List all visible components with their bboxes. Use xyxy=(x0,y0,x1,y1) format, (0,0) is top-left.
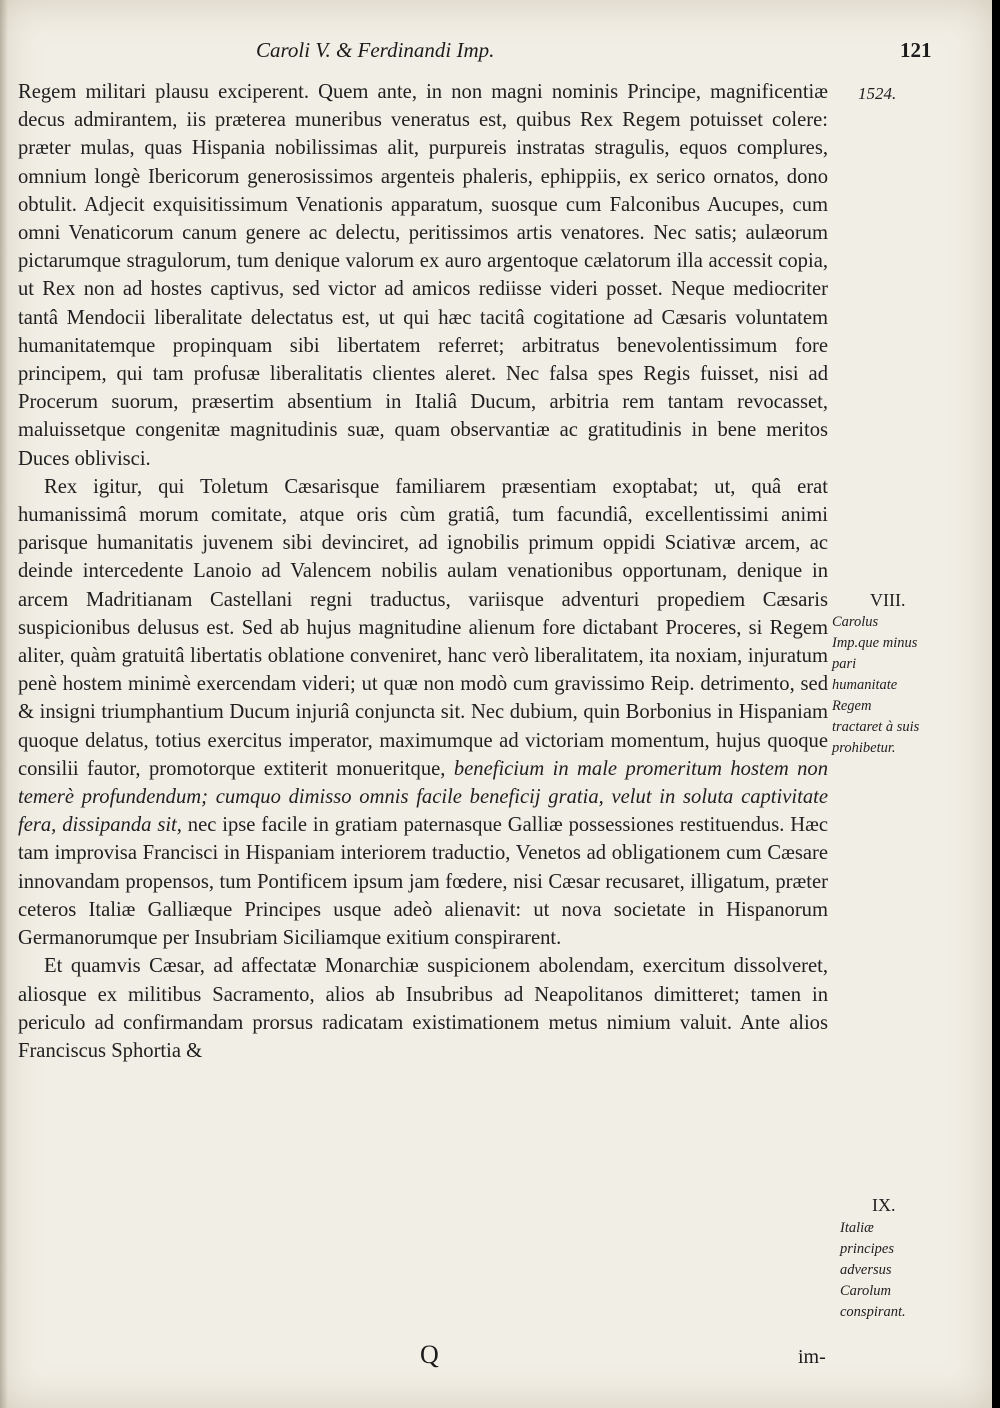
running-title: Caroli V. & Ferdinandi Imp. xyxy=(256,38,495,62)
paragraph-2-italic-quote: beneficium in male promeritum hostem non temerè profundendum; cumquo dimisso omnis facile beneficij gratia, velut in soluta captivitate fera, dissipanda sit, xyxy=(18,757,829,837)
page-gutter-shadow xyxy=(0,0,8,1408)
margin-note-8-text: Carolus Imp.que minus pari humanitate Regem tractaret à suis prohibetur. xyxy=(832,614,920,756)
paragraph-2-part-a: Rex igitur, qui Toletum Cæsarisque familiarem præsentiam exoptabat; ut, quâ erat humanissimâ morum comitate, atque oris cùm gratiâ, tum facundiâ, excellentissimi animi parisque humanitatis juvenem sibi devinciret, ad ignobilis primum oppidi Sciativæ arcem, ac deinde intercedente Lanoio ad Valencem nobilis aulam venationibus opportunam, denique in arcem Madritianam Castellani regni traductus, variisque adventuri propediem Cæsaris suspicionibus delusus est. Sed ab hujus magnitudine alienum fore dictabant Proceres, si Regem aliter, quàm gratuitâ libertatis oblatione conveniret, hanc verò liberalitatem, ita noxiam, injuratum penè hostem minimè exercendam videri; ut quæ non modò cum gravissimo Reip. detrimento, sed & insigni triumphantium Ducum injuriâ conjuncta sit. Nec dubium, quin Borbonius in Hispaniam quoque delatus, totius exercitus imperator, maximumque ad victoriam momentum, hujus quoque consilii fautor, promotorque extiterit monueritque, xyxy=(18,475,828,780)
catchword: im- xyxy=(798,1346,826,1368)
page-number: 121 xyxy=(900,38,932,62)
paragraph-2 xyxy=(18,473,828,952)
running-header xyxy=(0,36,960,66)
margin-note-9-text: Italiæ principes adversus Carolum conspirant. xyxy=(840,1220,906,1320)
margin-note-9-number: IX. xyxy=(872,1195,896,1215)
signature-mark: Q xyxy=(420,1340,439,1369)
paragraph-2-part-b: nec ipse facile in gratiam paternasque Galliæ possessiones restituendus. Hæc tam improvisa Francisci in Hispaniam interiorem traductio, Venetos ad obligationem cum Cæsare innovandam propensos, tum Pontificem ipsum jam fœdere, nisi Cæsar recusaret, illigatum, præter ceteros Italiæ Galliæque Principes usque adeò alienavit: ut nova societate in Hispanorum Germanorumque per Insubriam Siciliamque exitium conspirarent. xyxy=(18,814,828,950)
paragraph-3: Et quamvis Cæsar, ad affectatæ Monarchiæ suspicionem abolendam, exercitum dissolveret, aliosque ex militibus Sacramento, alios ab Insubribus ad Neapolitanos dimitteret; tamen in periculo ad confirmandam prorsus radicatam existimationem metus nimium valuit. Ante alios Franciscus Sphortia & xyxy=(18,955,828,1062)
margin-note-8-number: VIII. xyxy=(870,590,906,610)
margin-year: 1524. xyxy=(858,84,897,103)
main-text xyxy=(18,78,828,1065)
paragraph-1: Regem militari plausu exciperent. Quem ante, in non magni nominis Principe, magnificentiæ decus admirantem, iis præterea muneribus veneratus est, quibus Rex Regem potuisset colere: præter mulas, quas Hispania nobilissimas alit, purpureis instratas stragulis, equos complures, omnium longè Ibericorum generosissimos argenteis phaleris, ephippiis, ex serico ornatos, dono obtulit. Adjecit exquisitissimum Venationis apparatum, suosque cum Falconibus Aucupes, cum omni Venaticorum canum genere ac delectu, peritissimos artis venatores. Nec satis; aulæorum pictarumque stragulorum, tum denique valorum ex auro argentoque cælatorum illa accessit copia, ut Rex non ad hostes captivus, sed victor ad amicos rediisse videri posset. Neque mediocriter tantâ Mendocii liberalitate delectatus est, ut qui hæc tacitâ cogitatione ad Cæsaris voluntatem humanitatemque propinquam sibi libertatem referret; arbitratus benevolentissimum fore principem, qui tam profusæ liberalitatis clientes aleret. Nec falsa spes Regis fuisset, nisi ad Procerum suorum, præsertim absentium in Italiâ Ducum, arbitria rem tantam revocasset, maluissetque congenitæ magnitudinis suæ, quam observantiæ ac gratitudinis in bene meritos Duces oblivisci. xyxy=(18,81,828,470)
